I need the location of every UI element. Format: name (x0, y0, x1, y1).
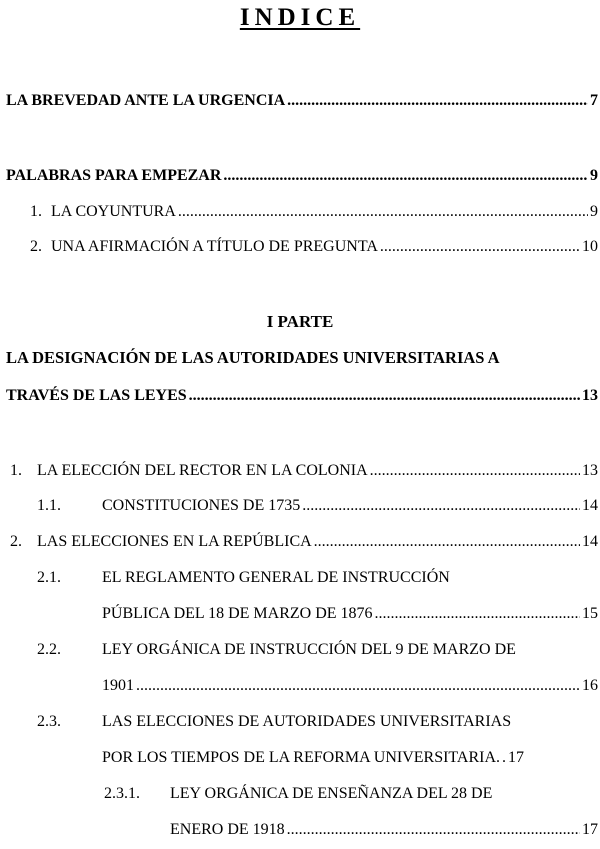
toc-entry-eleccion-colonia[interactable] (10, 461, 598, 481)
dot-leader (178, 202, 588, 222)
dot-leader (287, 91, 588, 111)
toc-entry-afirmacion[interactable] (30, 237, 598, 257)
toc-page-number: 17 (582, 821, 598, 838)
dot-leader (302, 496, 580, 516)
toc-entry-ley1918-line1[interactable]: LEY ORGÁNICA DE ENSEÑANZA DEL 28 DE (170, 785, 493, 802)
toc-entry-ley1901-line1[interactable]: LEY ORGÁNICA DE INSTRUCCIÓN DEL 9 DE MARZO DE (102, 641, 516, 658)
toc-entry-designacion[interactable] (6, 386, 598, 406)
dot-leader (189, 386, 580, 406)
toc-entry-text: PÚBLICA DEL 18 DE MARZO DE 1876 (102, 605, 373, 622)
toc-entry-text: LAS ELECCIONES EN LA REPÚBLICA (37, 533, 312, 550)
toc-page-number: 9 (590, 167, 598, 184)
toc-entry-number: 2. (30, 238, 42, 255)
toc-entry-text: LA COYUNTURA (51, 203, 176, 220)
toc-page-number: 13 (582, 387, 598, 404)
toc-entry-text: PALABRAS PARA EMPEZAR (6, 167, 222, 184)
dot-leader (502, 748, 506, 768)
toc-page-number: 7 (590, 92, 598, 109)
toc-page-number: 17 (508, 749, 525, 766)
toc-page-number: 14 (582, 497, 598, 514)
toc-entry-number: 2.3.1. (104, 785, 140, 802)
toc-entry-number: 2. (10, 533, 22, 550)
part-heading: I PARTE (266, 312, 334, 331)
dot-leader (223, 166, 588, 186)
toc-entry-number: 2.2. (37, 641, 61, 658)
toc-entry-designacion-line1[interactable]: LA DESIGNACIÓN DE LAS AUTORIDADES UNIVERSITARIAS A (6, 348, 500, 367)
toc-entry-constituciones[interactable] (37, 496, 598, 516)
toc-page-number: 16 (582, 677, 598, 694)
toc-entry-reforma[interactable] (102, 748, 598, 768)
toc-page-number: 9 (590, 203, 598, 220)
toc-entry-ley1901[interactable] (102, 676, 598, 696)
dot-leader (375, 604, 580, 624)
dot-leader (287, 820, 580, 840)
toc-entry-palabras[interactable] (6, 166, 598, 186)
toc-entry-number: 1.1. (37, 497, 61, 514)
toc-entry-text: LA ELECCIÓN DEL RECTOR EN LA COLONIA (37, 462, 368, 479)
toc-entry-reforma-line1[interactable]: LAS ELECCIONES DE AUTORIDADES UNIVERSITARIAS (102, 713, 512, 730)
toc-page-number: 15 (582, 605, 598, 622)
toc-entry-number: 1. (30, 203, 42, 220)
toc-entry-text: TRAVÉS DE LAS LEYES (6, 387, 187, 404)
toc-entry-number: 2.3. (37, 713, 61, 730)
toc-entry-text: LA BREVEDAD ANTE LA URGENCIA (6, 92, 286, 109)
dot-leader (136, 676, 580, 696)
dot-leader (370, 461, 580, 481)
toc-entry-reglamento[interactable] (102, 604, 598, 624)
toc-entry-elecciones-republica[interactable] (10, 532, 598, 552)
toc-entry-ley1918[interactable] (170, 820, 598, 840)
toc-entry-number: 2.1. (37, 569, 61, 586)
toc-entry-text: CONSTITUCIONES DE 1735 (102, 497, 301, 514)
toc-entry-coyuntura[interactable] (30, 202, 598, 222)
toc-page-number: 13 (582, 462, 598, 479)
toc-entry-text: POR LOS TIEMPOS DE LA REFORMA UNIVERSITARIA. (102, 749, 501, 766)
toc-page-number: 14 (582, 533, 598, 550)
toc-entry-text: 1901 (102, 677, 134, 694)
dot-leader (314, 532, 580, 552)
toc-entry-text: ENERO DE 1918 (170, 821, 285, 838)
toc-entry-number: 1. (10, 462, 22, 479)
index-title: INDICE (239, 4, 361, 31)
toc-page-number: 10 (582, 238, 598, 255)
toc-entry-brevedad[interactable] (6, 91, 598, 111)
toc-entry-reglamento-line1[interactable]: EL REGLAMENTO GENERAL DE INSTRUCCIÓN (102, 569, 450, 586)
toc-entry-text: UNA AFIRMACIÓN A TÍTULO DE PREGUNTA (51, 238, 378, 255)
dot-leader (380, 237, 580, 257)
